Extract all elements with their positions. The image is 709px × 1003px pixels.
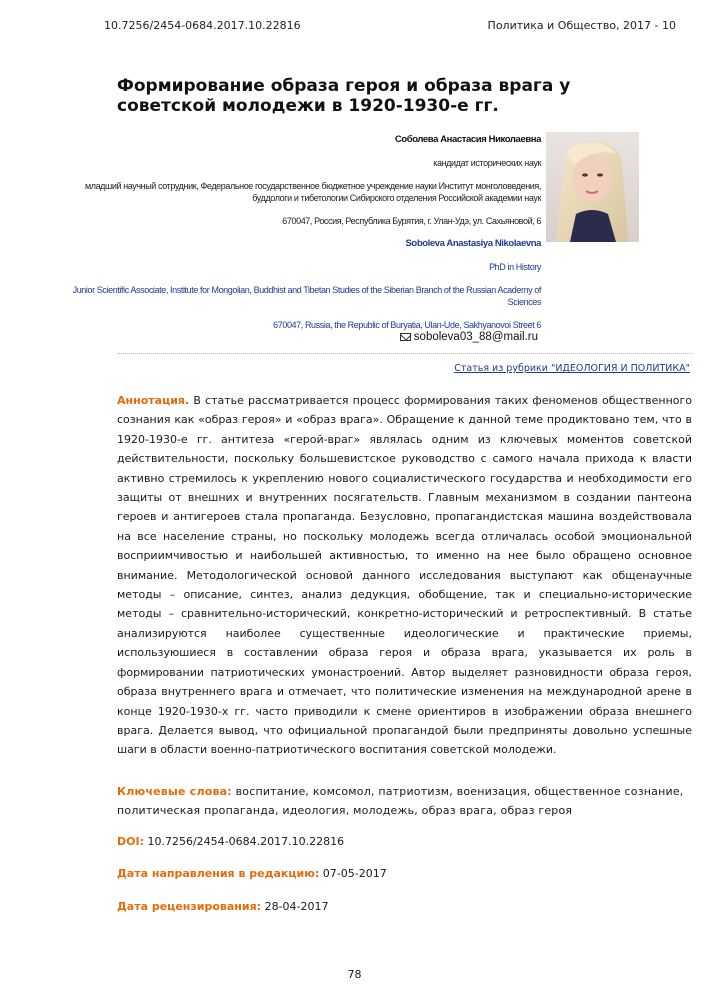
submission-date-value: 07-05-2017 bbox=[322, 867, 387, 880]
author-email[interactable] bbox=[400, 331, 538, 343]
author-affiliation-en: Junior Scientific Associate, Institute for Mongolian, Buddhist and Tibetan Studies of the Siberian Branch of the Russian Academy of Sciences bbox=[72, 285, 541, 307]
author-portrait-icon bbox=[546, 132, 639, 242]
author-affiliation-ru: младший научный сотрудник, Федеральное государственное бюджетное учреждение науки Институт монголоведения, буддологи и тибетологии Сибирского отделения Российской академии наук bbox=[84, 181, 541, 203]
doi-value: 10.7256/2454-0684.2017.10.22816 bbox=[147, 835, 345, 848]
article-title: Формирование образа героя и образа врага у советской молодежи в 1920-1930-е гг. bbox=[117, 76, 571, 116]
review-date-label: Дата рецензирования: bbox=[117, 900, 262, 913]
keywords bbox=[117, 782, 692, 820]
keywords-label: Ключевые слова: bbox=[117, 785, 232, 798]
author-info bbox=[60, 134, 541, 342]
keywords-text: воспитание, комсомол, патриотизм, военизация, общественное сознание, политическая пропаганда, идеология, молодежь, образ врага, образ героя bbox=[117, 785, 684, 817]
author-address-ru: 670047, Россия, Республика Бурятия, г. Улан-Удэ, ул. Сахьяновой, 6 bbox=[282, 216, 541, 226]
author-photo bbox=[546, 132, 639, 242]
author-address-en: 670047, Russia, the Republic of Buryatia, Ulan-Ude, Sakhyanovoi Street 6 bbox=[273, 320, 541, 330]
header-doi: 10.7256/2454-0684.2017.10.22816 bbox=[104, 19, 301, 32]
submission-date-line bbox=[117, 867, 387, 880]
separator bbox=[117, 353, 692, 354]
author-degree-en: PhD in History bbox=[489, 262, 541, 272]
email-text: soboleva03_88@mail.ru bbox=[413, 331, 538, 343]
doi-label: DOI: bbox=[117, 835, 144, 848]
rubric-link[interactable]: Статья из рубрики "ИДЕОЛОГИЯ И ПОЛИТИКА" bbox=[454, 363, 690, 374]
review-date-value: 28-04-2017 bbox=[264, 900, 329, 913]
doi-line bbox=[117, 835, 344, 848]
abstract-label: Аннотация. bbox=[117, 394, 190, 407]
author-name-ru: Соболева Анастасия Николаевна bbox=[394, 134, 541, 145]
abstract-text: В статье рассматривается процесс формирования таких феноменов общественного сознания как «образ героя» и «образ врага». Обращение к данной теме продиктовано тем, что в 1920-1930-е гг. антитеза «герой-враг» являлась одним из ключевых моментов советской действительности, поскольку большевистское руководство с самого начала прихода к власти активно стремилось к укреплению нового социалистического государства и необходимости его защиты от внешних и внутренних посягательств. Главным механизмом в создании пантеона героев и антигероев стала пропаганда. Безусловно, пропагандистская машина воздействовала на все население страны, но поскольку молодежь всегда отличалась особой эмоциональной восприимчивостью и наибольшей активностью, то именно на нее было обращено основное внимание. Методологической основой данного исследования выступают как общенаучные методы – описание, синтез, анализ дедукция, обобщение, так и специально-исторические методы – сравнительно-исторический, конкретно-исторический и ретроспективный. В статье анализируются наиболее существенные идеологические и практические приемы, используюшиеся в составлении образа героя и образа врага, указывается их роль в формировании патриотических умонастроений. Автор выделяет разновидности образа героя, образа внутреннего врага и отмечает, что политические изменения на международной арене в конце 1920-1930-х гг. часто приводили к смене ориентиров в изображении образа внешнего врага. Делается вывод, что официальной пропагандой были предприняты довольно успешные шаги в области военно-патриотического воспитания советской молодежи. bbox=[117, 394, 693, 757]
header-journal: Политика и Общество, 2017 - 10 bbox=[487, 19, 676, 32]
page-number: 78 bbox=[347, 968, 362, 981]
abstract bbox=[117, 391, 692, 760]
review-date-line bbox=[117, 900, 329, 913]
author-degree-ru: кандидат исторических наук bbox=[433, 158, 541, 168]
author-name-en: Soboleva Anastasiya Nikolaevna bbox=[405, 238, 541, 249]
envelope-icon bbox=[400, 333, 411, 341]
submission-date-label: Дата направления в редакцию: bbox=[117, 867, 320, 880]
